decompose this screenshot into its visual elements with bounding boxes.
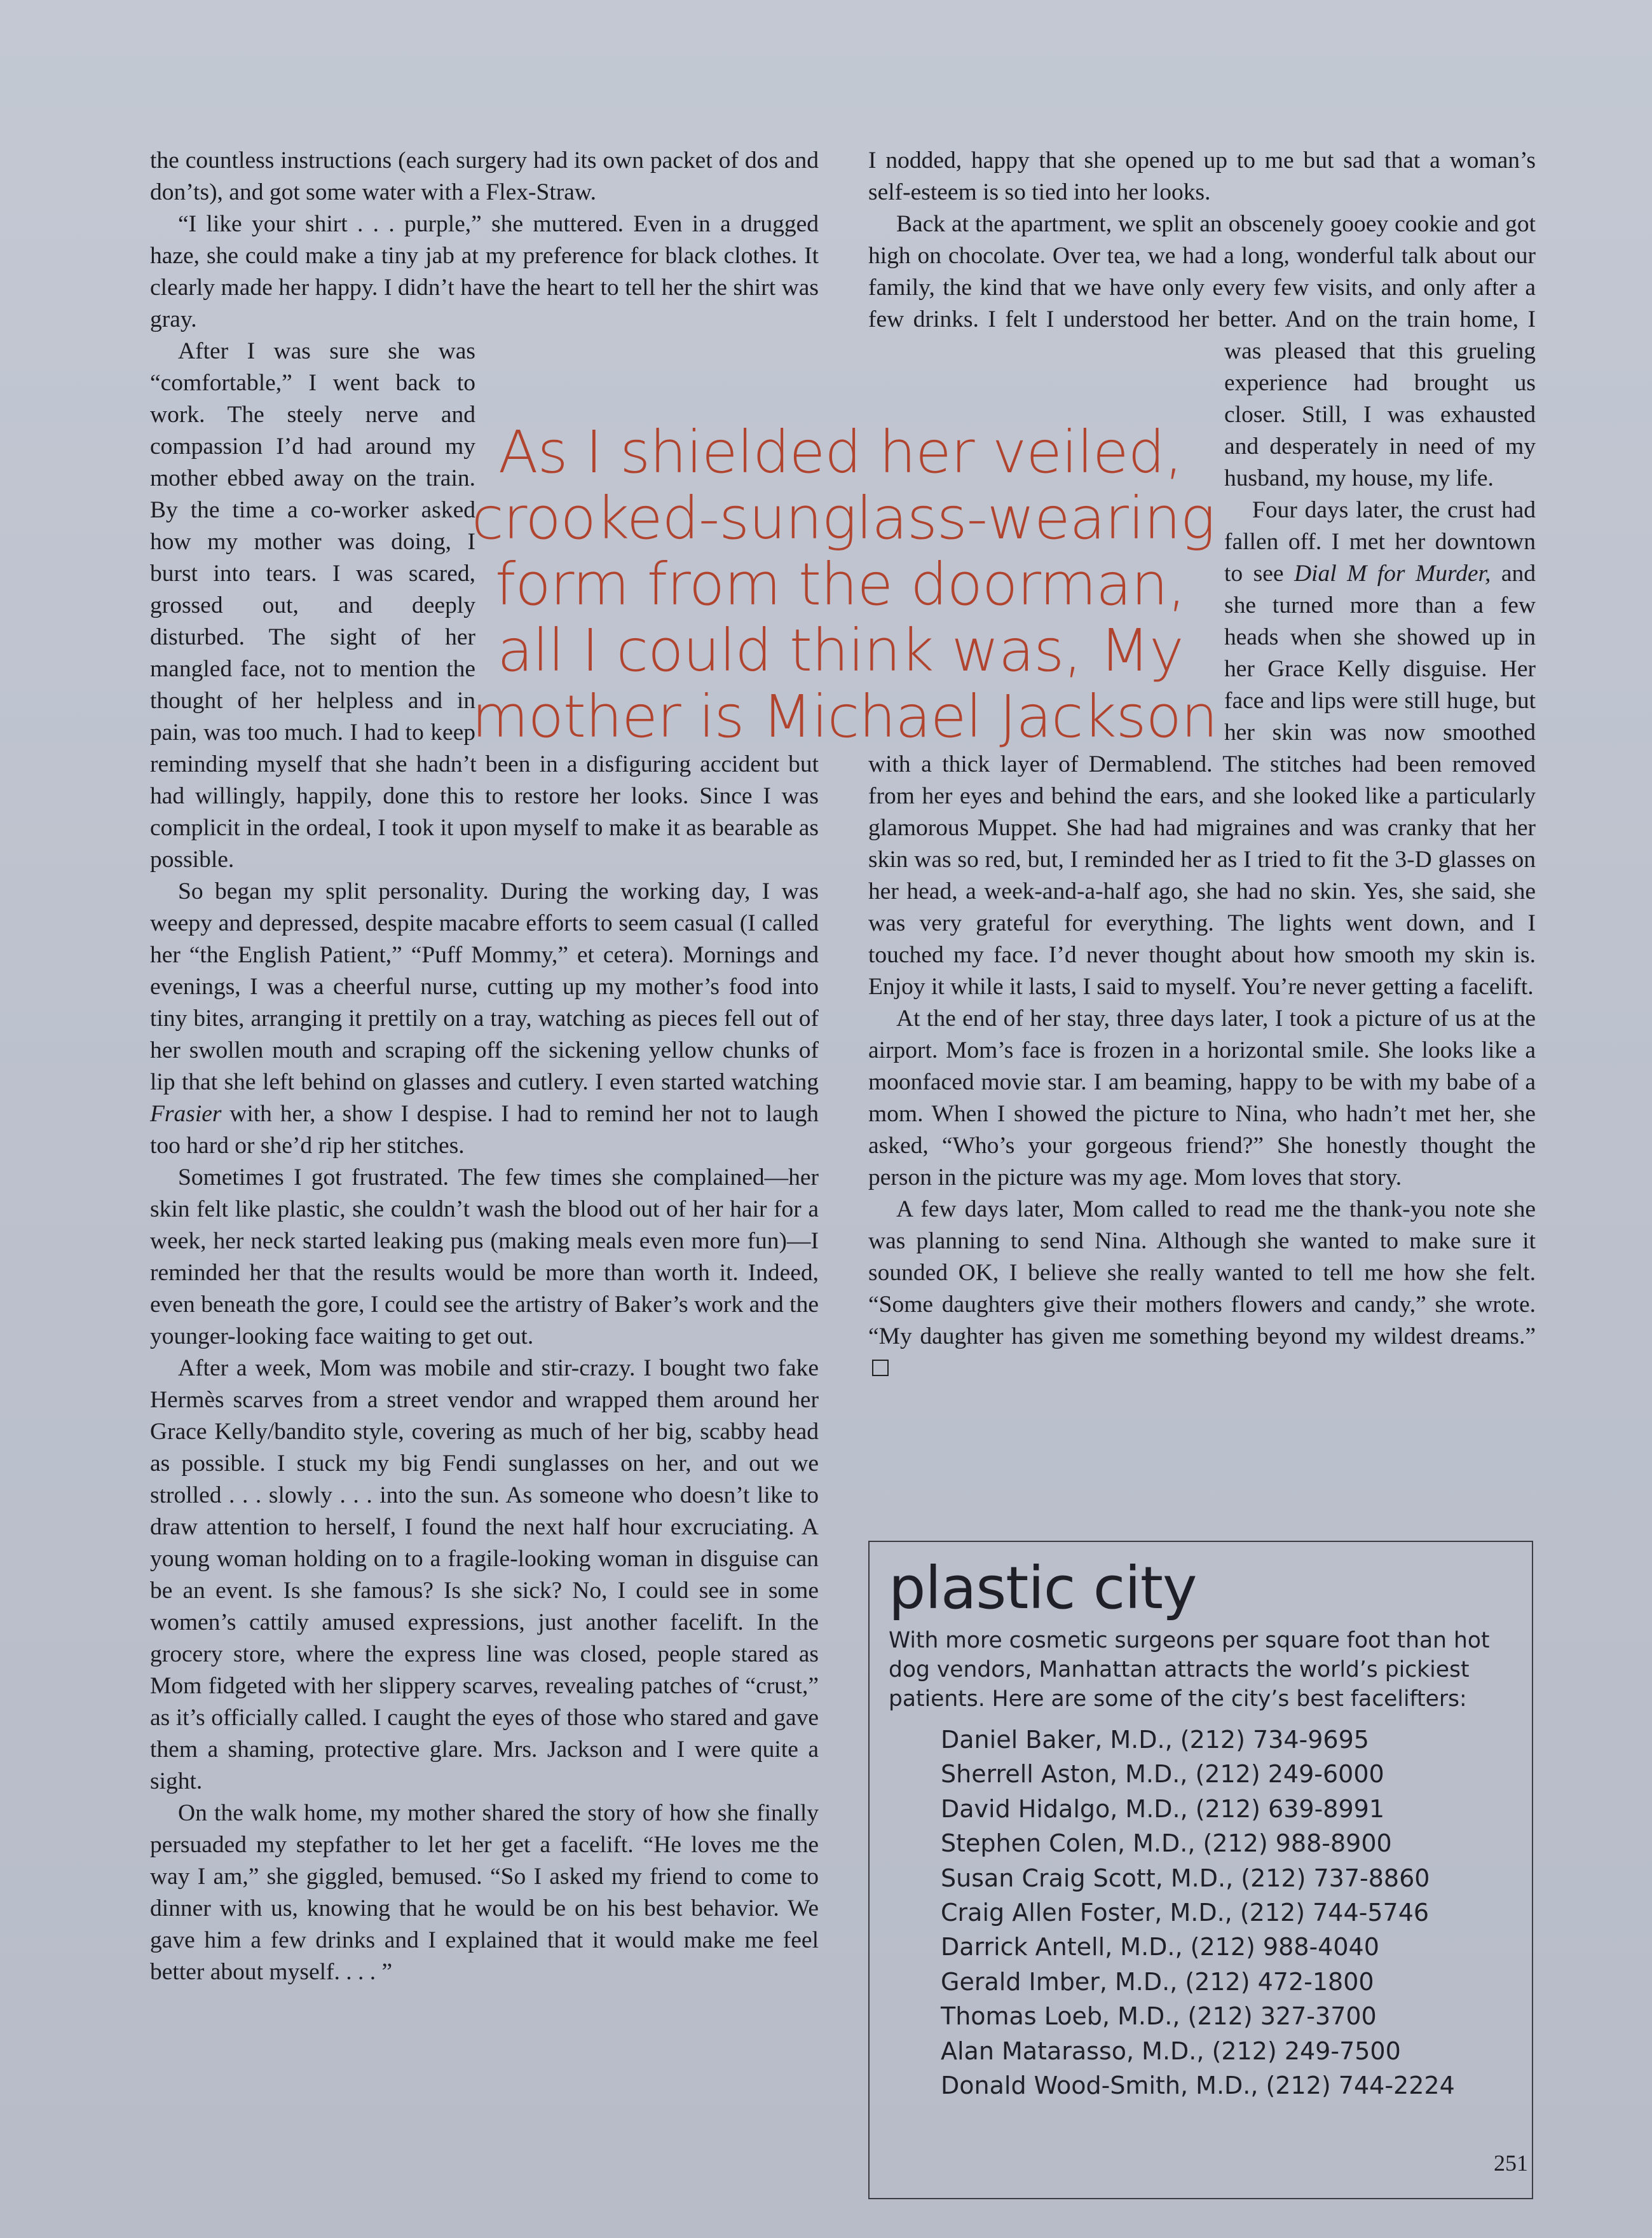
doctor-phone: (212) 988-8900 (1203, 1829, 1392, 1858)
paragraph: A few days later, Mom called to read me the thank-you note she was planning to send Nina. Although she wanted to make sure it sounded OK, I believe she really wanted to tell me how she felt. “Some daughters give their mothers flowers and candy,” she wrote. “My daughter has given me something beyond my wildest dreams.” (868, 1194, 1536, 1384)
paragraph: After a week, Mom was mobile and stir-crazy. I bought two fake Hermès scarves from a street vendor and wrapped them around her Grace Kelly/bandito style, covering as much of her big, scabby head as possible. I stuck my big Fendi sunglasses on her, and out we strolled . . . slowly . . . into the sun. As someone who doesn’t like to draw attention to herself, I found the next half hour excruciating. A young woman holding on to a fragile-looking woman in disguise can be an event. Is she famous? Is she sick? No, I could see in some women’s cattily amused expressions, just another facelift. In the grocery store, where the express line was closed, people stared as Mom fidgeted with her slippery scarves, revealing patches of “crust,” as it’s officially called. I caught the eyes of those who stared and gave them a shaming, protective glare. Mrs. Jackson and I were quite a sight. (150, 1355, 819, 1794)
pull-quote-line: form from the doorman, (495, 550, 1186, 618)
sidebar-intro: With more cosmetic surgeons per square foot than hot dog vendors, Manhattan attracts the world’s pickiest patients. Here are some of the city’s best facelifters: (889, 1628, 1490, 1712)
doctor-phone: (212) 988-4040 (1190, 1933, 1379, 1962)
doctor-entry (941, 1826, 1513, 1860)
doctor-entry (941, 1792, 1513, 1826)
doctor-phone: (212) 744-2224 (1266, 2071, 1455, 2100)
paragraph: On the walk home, my mother shared the story of how she finally persuaded my stepfather to let her get a facelift. “He loves me the way I am,” she giggled, bemused. “So I asked my friend to come to dinner with us, knowing that he would be on his best behavior. We gave him a few drinks and I explained that it would make me feel better about myself. . . . ” (150, 1800, 819, 1985)
paragraph: “I like your shirt . . . purple,” she muttered. Even in a drugged haze, she could make a tiny jab at my preference for black clothes. It clearly made her happy. I didn’t have the heart to tell her the shirt was gray. (150, 211, 819, 332)
doctor-name: Donald Wood-Smith, M.D., (941, 2071, 1259, 2100)
paragraph: the countless instructions (each surgery had its own packet of dos and don’ts), and got some water with a Flex-Straw. (150, 147, 819, 205)
doctor-name: Gerald Imber, M.D., (941, 1967, 1178, 1996)
doctor-name: Daniel Baker, M.D., (941, 1726, 1173, 1754)
doctor-entry (941, 1723, 1513, 1757)
doctor-phone: (212) 327-3700 (1187, 2002, 1377, 2031)
page-number: 251 (1494, 2150, 1528, 2176)
doctor-name: Alan Matarasso, M.D., (941, 2037, 1205, 2065)
doctor-name: Stephen Colen, M.D., (941, 1829, 1196, 1858)
article-right-column (868, 145, 1536, 1384)
doctor-entry (941, 2068, 1513, 2103)
doctor-entry (941, 1999, 1513, 2033)
doctor-phone: (212) 249-7500 (1212, 2037, 1401, 2065)
pull-quote-line: crooked-sunglass-wearing (472, 484, 1215, 552)
doctor-name: Thomas Loeb, M.D., (941, 2002, 1180, 2031)
doctor-phone: (212) 472-1800 (1185, 1967, 1374, 1996)
doctor-entry (941, 1965, 1513, 1999)
pull-quote (472, 418, 1218, 751)
paragraph: I nodded, happy that she opened up to me but sad that a woman’s self-esteem is so tied into her looks. (868, 147, 1536, 205)
paragraph: So began my split personality. During the working day, I was weepy and depressed, despite macabre efforts to seem casual (I called her “the English Patient,” “Puff Mommy,” et cetera). Mornings and evenings, I was a cheerful nurse, cutting up my mother’s food into tiny bites, arranging it prettily on a tray, watching as pieces fell out of her swollen mouth and scraping off the sickening yellow chunks of lip that she left behind on glasses and cutlery. I even started watching Frasier with her, a show I despise. I had to remind her not to laugh too hard or she’d rip her stitches. (150, 878, 819, 1159)
doctor-phone: (212) 737-8860 (1241, 1864, 1430, 1892)
doctor-phone: (212) 734-9695 (1180, 1726, 1369, 1754)
pull-quote-line: mother is Michael Jackson (472, 683, 1218, 751)
paragraph: Four days later, the crust had fallen off. I met her downtown to see Dial M for Murder, and she turned more than a few heads when she showed up in her Grace Kelly disguise. Her face and lips were still huge, but her skin was now smoothed with a thick layer of Dermablend. The stitches had been removed from her eyes and behind the ears, and she looked like a particularly glamorous Muppet. She had had migraines and was cranky that her skin was so red, but, I reminded her as I tried to fit the 3-D glasses on her head, a week-and-a-half ago, she had no skin. Yes, she said, she was very grateful for everything. The lights went down, and I touched my face. I’d never thought about how smooth my skin is. Enjoy it while it lasts, I said to myself. You’re never getting a facelift. (868, 497, 1536, 1000)
doctor-name: Susan Craig Scott, M.D., (941, 1864, 1234, 1892)
doctor-list (889, 1723, 1513, 2103)
doctor-phone: (212) 639-8991 (1195, 1794, 1385, 1823)
pull-quote-line: As I shielded her veiled, (498, 418, 1183, 486)
doctor-name: David Hidalgo, M.D., (941, 1794, 1188, 1823)
doctor-name: Darrick Antell, M.D., (941, 1933, 1183, 1962)
paragraph: At the end of her stay, three days later, I took a picture of us at the airport. Mom’s face is frozen in a horizontal smile. She looks like a moonfaced movie star. I am beaming, happy to be with my babe of a mom. When I showed the picture to Nina, who hadn’t met her, she asked, “Who’s your gorgeous friend?” She honestly thought the person in the picture was my age. Mom loves that story. (868, 1006, 1536, 1191)
doctor-entry (941, 1861, 1513, 1895)
doctor-entry (941, 2034, 1513, 2068)
doctor-name: Sherrell Aston, M.D., (941, 1760, 1188, 1789)
doctor-entry (941, 1757, 1513, 1791)
paragraph: After I was sure she was “comfortable,” I went back to work. The steely nerve and compassion I’d had around my mother ebbed away on the train. By the time a co-worker asked how my mother was doing, I burst into tears. I was scared, grossed out, and deeply disturbed. The sight of her mangled face, not to mention the thought of her helpless and in pain, was too much. I had to keep reminding myself that she hadn’t been in a disfiguring accident but had willingly, happily, done this to restore her looks. Since I was complicit in the ordeal, I took it upon myself to make it as bearable as possible. (150, 338, 819, 873)
plastic-city-sidebar (868, 1541, 1533, 2199)
doctor-entry (941, 1930, 1513, 1964)
doctor-entry (941, 1895, 1513, 1930)
end-mark-icon (872, 1360, 889, 1376)
paragraph: Sometimes I got frustrated. The few times she complained—her skin felt like plastic, she couldn’t wash the blood out of her hair for a week, her neck started leaking pus (making meals even more fun)—I reminded her that the results would be more than worth it. Indeed, even beneath the gore, I could see the artistry of Baker’s work and the younger-looking face waiting to get out. (150, 1164, 819, 1349)
paragraph: Back at the apartment, we split an obscenely gooey cookie and got high on chocolate. Over tea, we had a long, wonderful talk about our family, the kind that we have only every few visits, and only after a few drinks. I felt I understood her better. And on the train home, I was pleased that this grueling experience had brought us closer. Still, I was exhausted and desperately in need of my husband, my house, my life. (868, 211, 1536, 491)
doctor-phone: (212) 744-5746 (1239, 1899, 1430, 1927)
sidebar-title: plastic city (889, 1554, 1197, 1622)
pull-quote-line: all I could think was, My (497, 617, 1184, 685)
doctor-name: Craig Allen Foster, M.D., (941, 1899, 1232, 1927)
doctor-phone: (212) 249-6000 (1195, 1760, 1384, 1789)
